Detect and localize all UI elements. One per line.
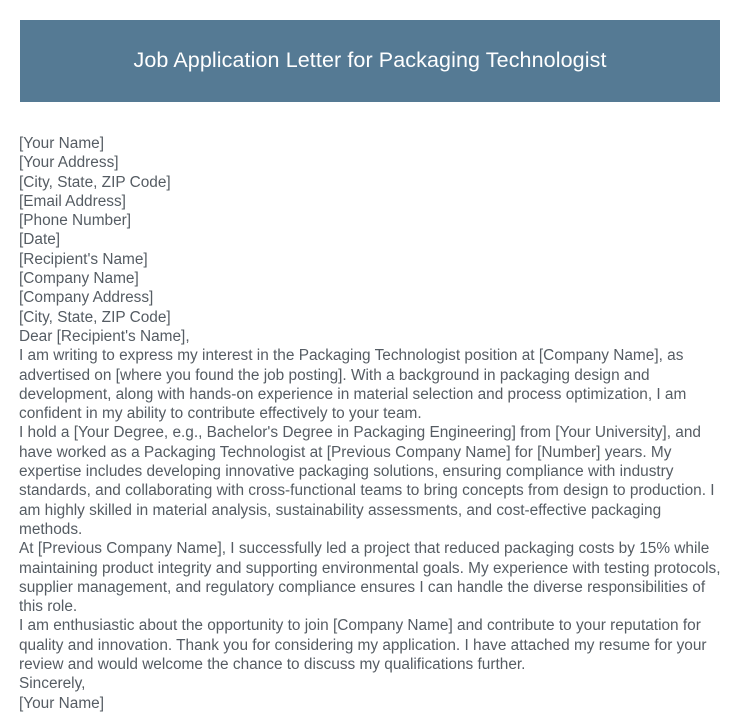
document-header-banner bbox=[20, 20, 720, 102]
sender-address-line: [Your Address] bbox=[19, 154, 119, 172]
sender-name-line: [Your Name] bbox=[19, 135, 104, 152]
signature-line: [Your Name] bbox=[19, 694, 104, 712]
closing-line: Sincerely, bbox=[19, 675, 86, 693]
recipient-company-line: [Company Name] bbox=[19, 270, 139, 288]
salutation-line: Dear [Recipient's Name], bbox=[19, 327, 190, 345]
letter-paragraph-3: At [Previous Company Name], I successfully led a project that reduced packaging costs by 15% while maintaining product integrity and supporting environmental goals. My experience with testing protocols, supplier management, and regulatory compliance ensures I can handle the diverse responsibilities of this role. bbox=[19, 540, 721, 616]
letter-paragraph-2: I hold a [Your Degree, e.g., Bachelor's Degree in Packaging Engineering] from [Your University], and have worked as a Packaging Technologist at [Previous Company Name] for [Number] years. My expertise includes developing innovative packaging solutions, ensuring compliance with industry standards, and collaborating with cross-functional teams to bring concepts from design to production. I am highly skilled in material analysis, sustainability assessments, and cost-effective packaging methods. bbox=[19, 424, 715, 538]
page-title: Job Application Letter for Packaging Technologist bbox=[133, 48, 607, 73]
letter-paragraph-4: I am enthusiastic about the opportunity to join [Company Name] and contribute to your reputation for quality and innovation. Thank you for considering my application. I have attached my resume for your review and would welcome the chance to discuss my qualifications further. bbox=[19, 617, 707, 674]
recipient-city-line: [City, State, ZIP Code] bbox=[19, 308, 171, 326]
sender-city-line: [City, State, ZIP Code] bbox=[19, 173, 171, 191]
letter-paragraph-1: I am writing to express my interest in the Packaging Technologist position at [Company Name], as advertised on [where you found the job posting]. With a background in packaging design and development, along with hands-on experience in material selection and process optimization, I am confident in my ability to contribute effectively to your team. bbox=[19, 347, 687, 423]
sender-email-line: [Email Address] bbox=[19, 192, 126, 210]
recipient-address-line: [Company Address] bbox=[19, 289, 154, 307]
letter-body bbox=[19, 134, 723, 713]
date-line: [Date] bbox=[19, 231, 61, 249]
recipient-name-line: [Recipient's Name] bbox=[19, 250, 148, 268]
sender-phone-line: [Phone Number] bbox=[19, 212, 132, 230]
